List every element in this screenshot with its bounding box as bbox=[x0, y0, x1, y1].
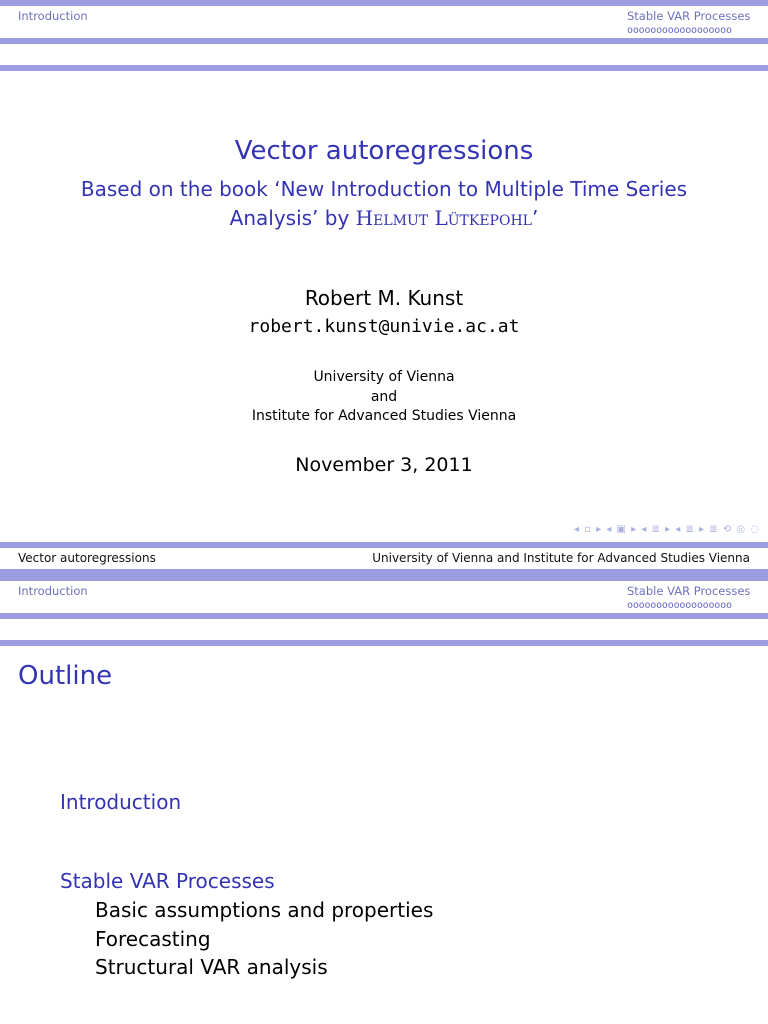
presentation-subtitle-line1: Based on the book ‘New Introduction to Multiple Time Series bbox=[80, 177, 688, 201]
nav-section-introduction[interactable]: Introduction bbox=[18, 9, 88, 23]
header-bottom-bar bbox=[0, 613, 768, 619]
presentation-title: Vector autoregressions bbox=[234, 136, 534, 166]
footer-institute: University of Vienna and Institute for Advanced Studies Vienna bbox=[372, 551, 750, 565]
frame-title: Outline bbox=[18, 661, 113, 691]
subtitle-suffix: ’ bbox=[531, 206, 539, 230]
subtitle-prefix: Analysis’ by bbox=[229, 206, 356, 230]
presentation-date: November 3, 2011 bbox=[295, 454, 473, 476]
nav-progress-dots[interactable]: oooooooooooooooooo bbox=[627, 25, 732, 36]
subtitle-author-name: Helmut Lütkepohl bbox=[355, 206, 532, 230]
toc-subsection-forecasting[interactable]: Forecasting bbox=[95, 927, 211, 951]
nav-section-introduction[interactable]: Introduction bbox=[18, 584, 88, 598]
footer-short-title: Vector autoregressions bbox=[18, 551, 156, 565]
toc-section-introduction[interactable]: Introduction bbox=[60, 790, 182, 814]
author-email: robert.kunst@univie.ac.at bbox=[248, 316, 520, 337]
header-separator-bar bbox=[0, 640, 768, 646]
toc-section-stable-var[interactable]: Stable VAR Processes bbox=[60, 869, 275, 893]
presentation-subtitle-line2 bbox=[0, 206, 768, 230]
nav-progress-dots[interactable]: oooooooooooooooooo bbox=[627, 600, 732, 611]
footer-bottom-bar bbox=[0, 569, 768, 581]
author-name: Robert M. Kunst bbox=[304, 286, 464, 310]
header-top-bar bbox=[0, 0, 768, 6]
toc-subsection-structural-var[interactable]: Structural VAR analysis bbox=[95, 955, 328, 979]
institute-line3: Institute for Advanced Studies Vienna bbox=[251, 408, 517, 424]
institute-line1: University of Vienna bbox=[313, 369, 455, 385]
nav-section-stable-var[interactable]: Stable VAR Processes bbox=[627, 584, 751, 598]
beamer-navigation-symbols[interactable]: ◂ ▫ ▸ ◂ ▣ ▸ ◂ ≣ ▸ ◂ ≣ ▸ ≣ ⟲ ◎ ◌ bbox=[573, 524, 760, 535]
header-bottom-bar bbox=[0, 38, 768, 44]
nav-section-stable-var[interactable]: Stable VAR Processes bbox=[627, 9, 751, 23]
toc-subsection-basic-assumptions[interactable]: Basic assumptions and properties bbox=[95, 898, 434, 922]
institute-line2: and bbox=[370, 389, 398, 405]
footer-top-bar bbox=[0, 542, 768, 548]
header-separator-bar bbox=[0, 65, 768, 71]
